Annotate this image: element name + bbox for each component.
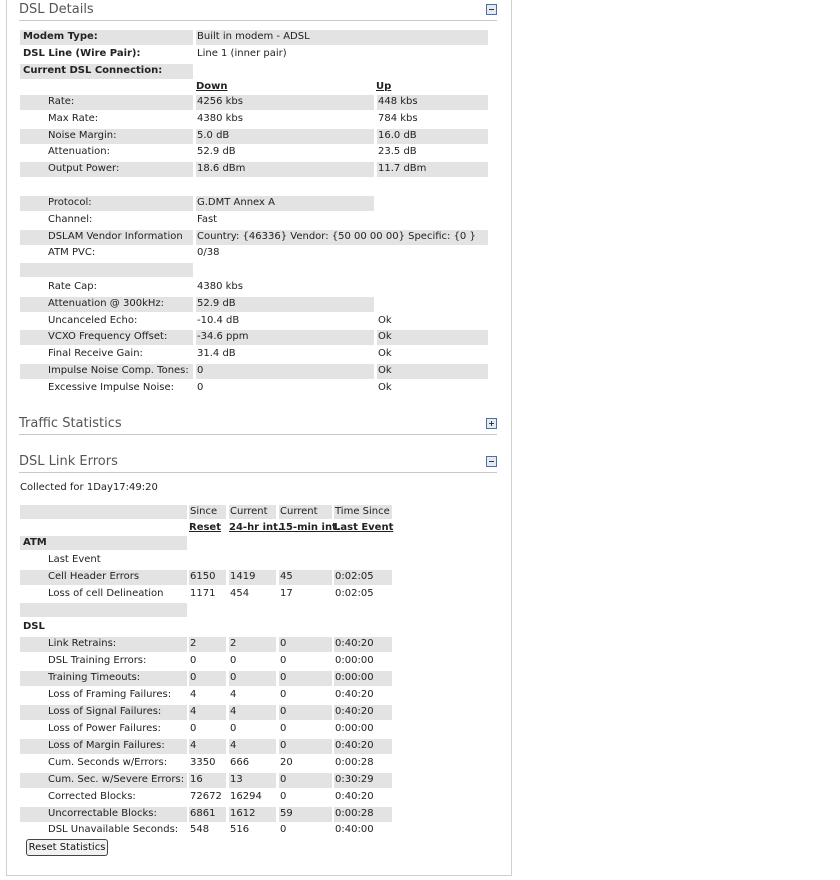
error-value: 4 <box>190 688 197 700</box>
error-value: 0 <box>190 654 197 666</box>
error-value: 0:00:00 <box>335 671 374 683</box>
rate-label: Noise Margin: <box>48 129 117 141</box>
column-header-sub: 15-min int. <box>279 522 341 533</box>
error-value: 59 <box>280 807 293 819</box>
atm-group-label: ATM <box>23 537 47 548</box>
row-shade <box>279 705 332 720</box>
field-value: Built in modem - ADSL <box>197 31 310 42</box>
error-value: 0:40:00 <box>335 824 374 836</box>
rate-up-value: 23.5 dB <box>378 146 417 158</box>
info-label: Protocol: <box>48 197 92 208</box>
info-label: DSLAM Vendor Information <box>48 230 183 242</box>
error-value: 0:00:00 <box>335 722 374 734</box>
error-value: 0 <box>280 722 287 734</box>
error-value: 20 <box>280 756 293 768</box>
error-value: 0 <box>280 638 287 649</box>
error-value: 0 <box>280 705 287 717</box>
error-value: 45 <box>280 571 293 582</box>
error-label: Uncorrectable Blocks: <box>48 807 157 819</box>
error-value: 0 <box>230 671 237 683</box>
error-value: 0 <box>190 671 197 683</box>
error-value: 17 <box>280 588 293 599</box>
error-value: 0 <box>280 688 287 700</box>
error-value: 0 <box>280 654 287 666</box>
error-value: 0 <box>280 790 287 802</box>
error-label: Loss of Signal Failures: <box>48 705 162 717</box>
column-header: Current <box>280 506 318 517</box>
check-label: Excessive Impulse Noise: <box>48 381 174 393</box>
error-value: 516 <box>230 824 250 836</box>
traffic-statistics-title: Traffic Statistics <box>19 416 122 431</box>
field-label: Modem Type: <box>23 31 98 42</box>
column-header-up: Up <box>376 81 392 92</box>
error-value: 6861 <box>190 807 216 819</box>
error-value: 4 <box>190 705 197 717</box>
check-value: -10.4 dB <box>197 314 240 326</box>
reset-statistics-button[interactable]: Reset Statistics <box>26 839 108 856</box>
spacer-row <box>20 603 187 617</box>
check-value: 31.4 dB <box>197 348 236 360</box>
column-header: Current <box>230 506 268 517</box>
check-value: 0 <box>197 381 204 393</box>
error-value: 2 <box>190 638 197 649</box>
info-label: ATM PVC: <box>48 247 96 259</box>
info-value: Fast <box>197 213 218 225</box>
error-value: 0 <box>280 739 287 751</box>
column-header: Time Since <box>335 506 390 517</box>
error-label: Cum. Seconds w/Errors: <box>48 756 168 768</box>
info-label: Channel: <box>48 213 93 225</box>
error-label: Corrected Blocks: <box>48 790 136 802</box>
rate-down-value: 5.0 dB <box>197 129 230 141</box>
error-label: Last Event <box>48 554 101 565</box>
error-label: Loss of cell Delineation <box>48 588 164 599</box>
error-label: DSL Unavailable Seconds: <box>48 824 179 836</box>
check-status: Ok <box>378 331 392 343</box>
check-value: 4380 kbs <box>197 281 243 292</box>
error-value: 0:30:29 <box>335 773 374 785</box>
error-value: 0:00:00 <box>335 654 374 666</box>
check-status: Ok <box>378 365 392 376</box>
error-value: 1612 <box>230 807 256 819</box>
row-shade <box>279 739 332 754</box>
error-value: 0 <box>190 722 197 734</box>
row-shade <box>196 364 374 379</box>
check-label: Rate Cap: <box>48 281 97 292</box>
error-value: 0:40:20 <box>335 688 374 700</box>
row-shade <box>377 364 488 379</box>
error-value: 3350 <box>190 756 216 768</box>
error-label: Link Retrains: <box>48 638 117 649</box>
rate-up-value: 16.0 dB <box>378 129 417 141</box>
row-shade <box>279 637 332 652</box>
collapse-icon[interactable] <box>486 456 497 467</box>
rate-label: Rate: <box>48 96 75 107</box>
collected-duration: Collected for 1Day17:49:20 <box>20 482 158 493</box>
error-value: 6150 <box>190 571 216 582</box>
dsl-group-label: DSL <box>23 621 45 632</box>
info-value: G.DMT Annex A <box>197 197 275 208</box>
error-value: 0:40:20 <box>335 705 374 717</box>
traffic-statistics-header <box>19 414 497 435</box>
field-label: Current DSL Connection: <box>23 65 163 76</box>
error-value: 4 <box>230 705 237 717</box>
row-shade <box>279 671 332 686</box>
status-panel <box>6 0 512 876</box>
error-value: 0 <box>280 671 287 683</box>
error-value: 0 <box>230 654 237 666</box>
dsl-details-header <box>19 0 497 21</box>
rate-up-value: 448 kbs <box>378 96 418 107</box>
spacer-row <box>20 263 193 277</box>
error-value: 0:40:20 <box>335 638 374 649</box>
check-status: Ok <box>378 314 392 326</box>
error-value: 1171 <box>190 588 216 599</box>
rate-up-value: 784 kbs <box>378 112 418 124</box>
error-label: Loss of Power Failures: <box>48 722 161 734</box>
check-label: VCXO Frequency Offset: <box>48 331 168 343</box>
expand-icon[interactable] <box>486 418 497 429</box>
collapse-icon[interactable] <box>486 4 497 15</box>
error-value: 0:40:20 <box>335 790 374 802</box>
field-label: DSL Line (Wire Pair): <box>23 48 141 59</box>
error-value: 0:40:20 <box>335 739 374 751</box>
rate-down-value: 4380 kbs <box>197 112 243 124</box>
error-label: Cell Header Errors <box>48 571 140 582</box>
error-value: 0:00:28 <box>335 756 374 768</box>
row-shade <box>279 773 332 788</box>
error-label: Loss of Framing Failures: <box>48 688 172 700</box>
error-value: 4 <box>230 688 237 700</box>
rate-down-value: 52.9 dB <box>197 146 236 158</box>
row-shade <box>377 330 488 345</box>
check-value: -34.6 ppm <box>197 331 249 343</box>
error-value: 16294 <box>230 790 262 802</box>
check-label: Attenuation @ 300kHz: <box>48 297 164 309</box>
column-header-sub: 24-hr int. <box>229 522 282 533</box>
check-status: Ok <box>378 381 392 393</box>
column-header-sub: Reset <box>189 522 221 533</box>
error-value: 0:00:28 <box>335 807 374 819</box>
row-shade <box>20 505 187 519</box>
check-label: Final Receive Gain: <box>48 348 143 360</box>
column-header: Since <box>190 506 218 517</box>
dsl-details-title: DSL Details <box>19 2 94 17</box>
error-value: 4 <box>190 739 197 751</box>
column-header-sub: Last Event <box>334 522 394 533</box>
dsl-link-errors-title: DSL Link Errors <box>19 454 118 469</box>
rate-label: Attenuation: <box>48 146 110 158</box>
rate-down-value: 18.6 dBm <box>197 163 246 175</box>
check-value: 0 <box>197 365 204 376</box>
rate-up-value: 11.7 dBm <box>378 163 427 175</box>
rate-down-value: 4256 kbs <box>197 96 243 107</box>
info-value: 0/38 <box>197 247 220 259</box>
field-value: Line 1 (inner pair) <box>197 48 287 59</box>
check-label: Uncanceled Echo: <box>48 314 138 326</box>
error-label: Loss of Margin Failures: <box>48 739 165 751</box>
error-label: Cum. Sec. w/Severe Errors: <box>48 773 185 785</box>
rate-label: Output Power: <box>48 163 120 175</box>
error-value: 1419 <box>230 571 256 582</box>
row-shade <box>20 196 193 211</box>
check-value: 52.9 dB <box>197 297 236 309</box>
error-value: 13 <box>230 773 243 785</box>
column-header-down: Down <box>196 81 228 92</box>
dsl-link-errors-header <box>19 452 497 473</box>
rate-label: Max Rate: <box>48 112 99 124</box>
error-value: 0 <box>230 722 237 734</box>
error-label: Training Timeouts: <box>48 671 141 683</box>
check-label: Impulse Noise Comp. Tones: <box>48 365 189 376</box>
error-value: 2 <box>230 638 237 649</box>
error-value: 72672 <box>190 790 222 802</box>
check-status: Ok <box>378 348 392 360</box>
info-value: Country: {46336} Vendor: {50 00 00 00} Specific: {0 } <box>197 230 476 242</box>
row-shade <box>20 95 193 110</box>
error-value: 454 <box>230 588 250 599</box>
error-label: DSL Training Errors: <box>48 654 147 666</box>
error-value: 666 <box>230 756 250 768</box>
error-value: 0:02:05 <box>335 571 374 582</box>
error-value: 548 <box>190 824 210 836</box>
error-value: 0:02:05 <box>335 588 374 599</box>
error-value: 4 <box>230 739 237 751</box>
error-value: 16 <box>190 773 203 785</box>
error-value: 0 <box>280 824 287 836</box>
error-value: 0 <box>280 773 287 785</box>
